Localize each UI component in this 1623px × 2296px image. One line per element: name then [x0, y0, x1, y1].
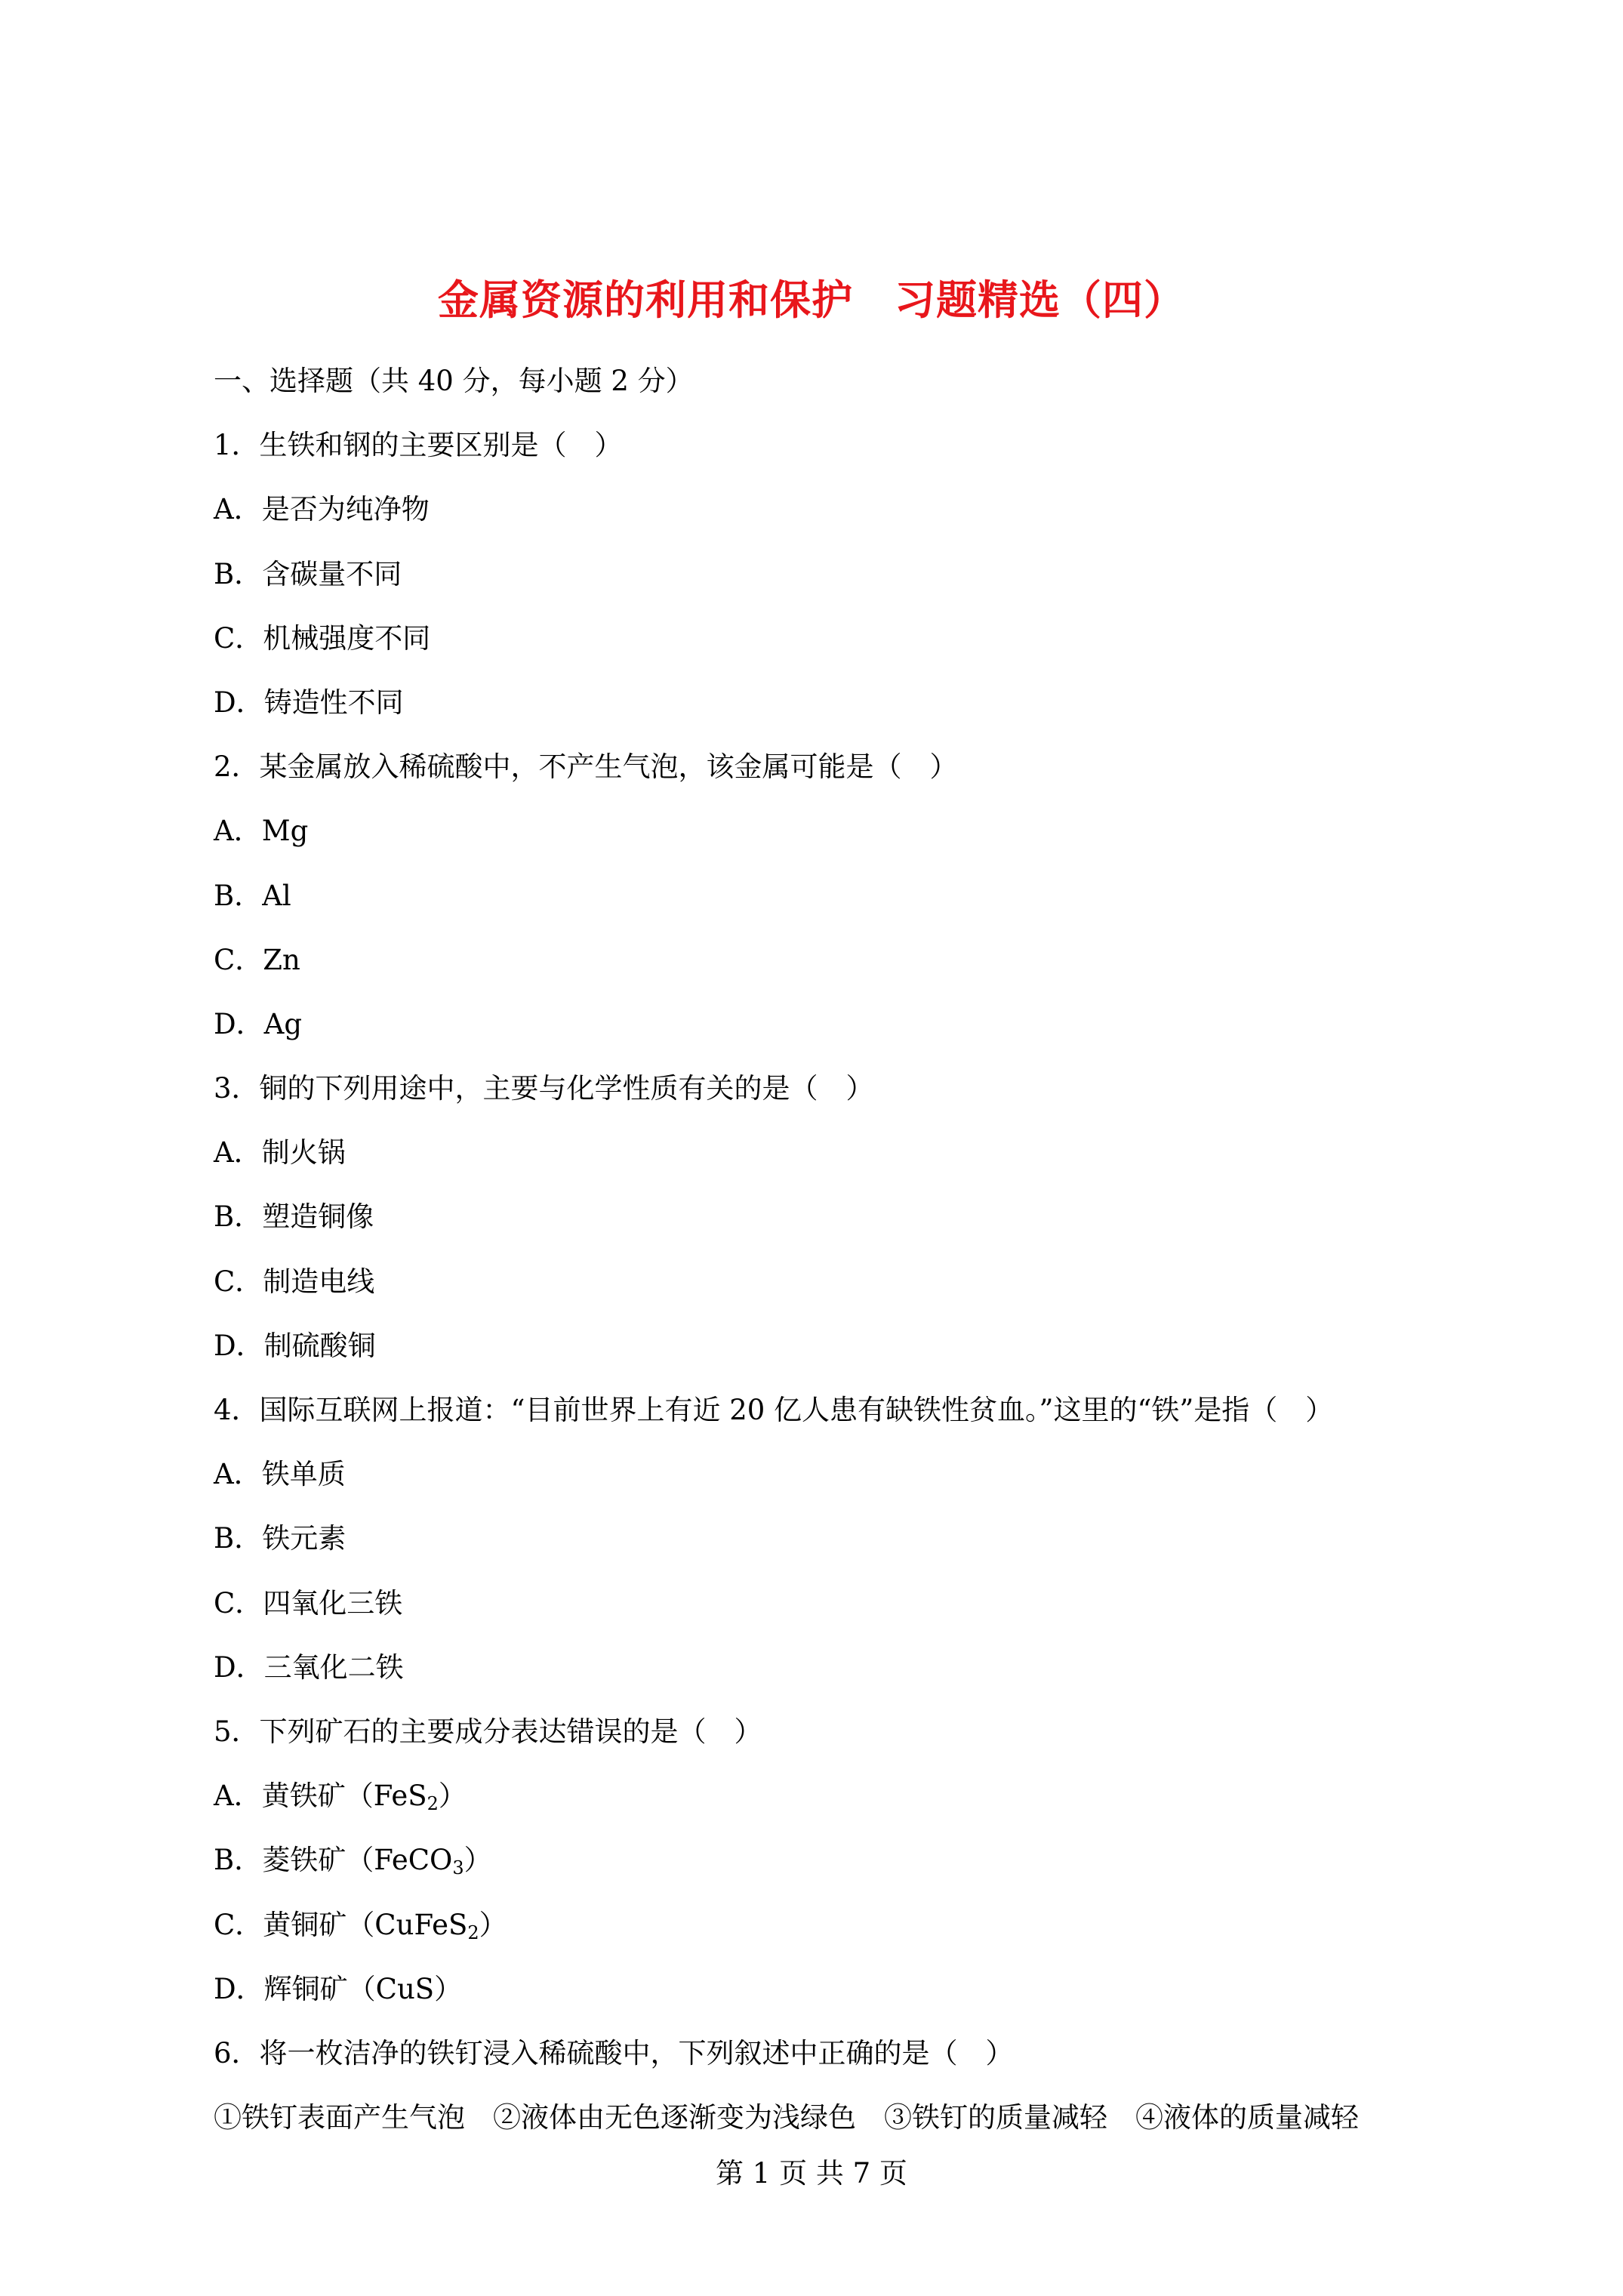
option-line: B．含碳量不同 [214, 557, 402, 590]
question-list [214, 362, 1497, 2163]
option-line: B．塑造铜像 [214, 1200, 374, 1234]
question-line: 3．铜的下列用途中，主要与化学性质有关的是（ ） [214, 1072, 874, 1105]
option-line: B．铁元素 [214, 1522, 346, 1555]
option-text: ） [479, 1908, 507, 1941]
page-title: 金属资源的利用和保护 习题精选（四） [438, 276, 1185, 324]
option-line: A．是否为纯净物 [214, 493, 430, 526]
question-line: 5．下列矿石的主要成分表达错误的是（ ） [214, 1715, 762, 1748]
question-line: 1．生铁和钢的主要区别是（ ） [214, 429, 623, 462]
option-line: D．制硫酸铜 [214, 1329, 376, 1362]
section-heading: 一、选择题（共 40 分，每小题 2 分） [214, 365, 694, 397]
option-line: B．Al [214, 879, 291, 912]
option-line [214, 1777, 1497, 1841]
option-text: B．菱铁矿（FeCO [214, 1844, 453, 1877]
option-text: ） [438, 1780, 467, 1813]
option-line: D．铸造性不同 [214, 686, 404, 719]
option-line: A．制火锅 [214, 1136, 346, 1170]
option-line: D．Ag [214, 1007, 303, 1040]
subscript: 3 [452, 1857, 464, 1879]
page-footer: 第 1 页 共 7 页 [716, 2157, 907, 2190]
option-line: C．四氧化三铁 [214, 1586, 403, 1620]
question-line: 6．将一枚洁净的铁钉浸入稀硫酸中，下列叙述中正确的是（ ） [214, 2036, 1014, 2069]
question-line: 4．国际互联网上报道：“目前世界上有近 20 亿人患有缺铁性贫血。”这里的“铁”是指（ ） [214, 1394, 1334, 1426]
option-text: D．辉铜矿（CuS） [214, 1972, 463, 2005]
option-line: C．Zn [214, 943, 300, 976]
question-line: 2．某金属放入稀硫酸中，不产生气泡，该金属可能是（ ） [214, 750, 958, 784]
option-line [214, 1971, 1497, 2035]
subscript: 2 [427, 1793, 439, 1815]
option-line [214, 1906, 1497, 1971]
option-text: A．黄铁矿（FeS [214, 1780, 427, 1813]
option-text: ） [463, 1844, 492, 1877]
subscript: 2 [467, 1922, 479, 1943]
option-line: D．三氧化二铁 [214, 1650, 404, 1684]
option-line: A．Mg [214, 815, 309, 848]
option-line [214, 1841, 1497, 1906]
option-line: A．铁单质 [214, 1458, 346, 1491]
option-text: C．黄铜矿（CuFeS [214, 1908, 468, 1941]
statement-line: ①铁钉表面产生气泡 ②液体由无色逐渐变为浅绿色 ③铁钉的质量减轻 ④液体的质量减轻 [214, 2101, 1359, 2134]
option-line: C．制造电线 [214, 1265, 375, 1298]
option-line: C．机械强度不同 [214, 621, 431, 655]
